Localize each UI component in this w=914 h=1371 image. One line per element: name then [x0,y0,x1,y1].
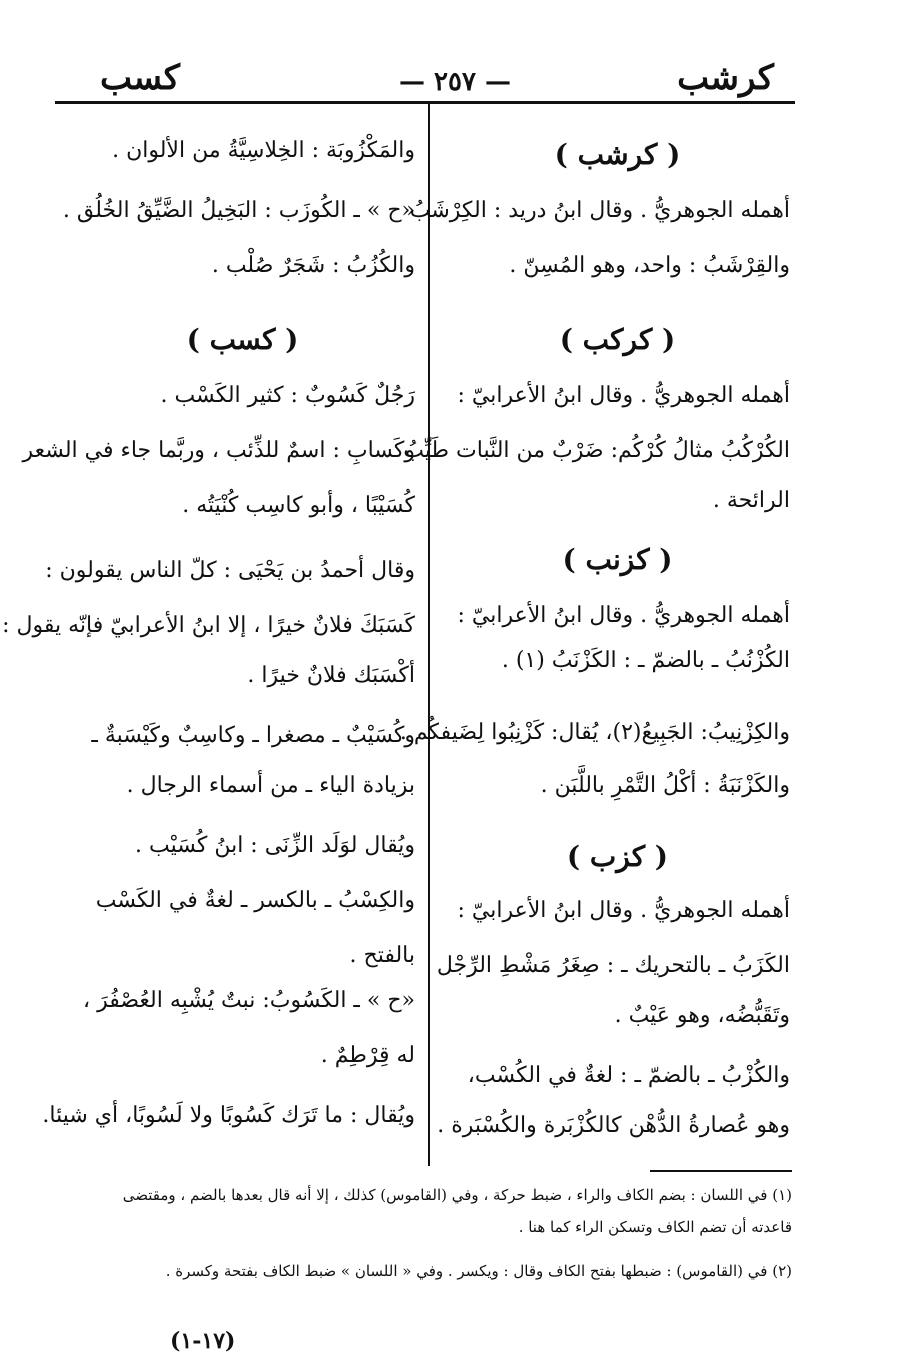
text-line: وكُسَيْبٌ ـ مصغرا ـ وكاسِبٌ وكَيْسَبةٌ ـ [91,723,415,748]
text-line: الكُزْنُبُ ـ بالضمّ ـ : الكَزْنَبُ (١) . [501,648,790,673]
text-line: الكَزَبُ ـ بالتحريك ـ : صِغَرُ مَشْطِ الرِّجْل [436,953,790,978]
text-line: ويُقال : ما تَرَك كَسُوبًا ولا لَسُوبًا، أي شيئا. [42,1103,415,1128]
text-line: وقال أحمدُ بن يَحْيَى : كلّ الناس يقولون : [45,558,415,583]
text-line: بالفتح . [349,943,415,968]
footnote-line: قاعدته أن تضم الكاف وتسكن الراء كما هنا . [518,1218,792,1236]
column-divider [428,104,430,1166]
text-line: «ح » ـ الكُوزَب : البَخِيلُ الضَّيِّقُ الخُلُق . [62,198,415,223]
text-line: والكِزْنِيبُ: الجَبِيعُ(٢)، يُقال: كَزْنِبُوا لِضَيفكُم . [399,720,790,745]
text-line: بزيادة الياء ـ من أسماء الرجال . [126,773,415,798]
footnote-line: (٢) في (القاموس) : ضبطها بفتح الكاف وقال : ويكسر . وفي « اللسان » ضبط الكاف بفتحة وكسرة . [165,1262,792,1280]
text-line: الكُرْكُبُ مثالُ كُرْكُم: ضَرْبٌ من النَّبات طَيِّبُ [403,438,790,463]
text-line: وهو عُصارةُ الدُّهْن كالكُزْبَرة والكُسْبَرة . [437,1113,790,1138]
text-line: والكُزْبُ ـ بالضمّ ـ : لغةٌ في الكُسْب، [467,1063,790,1088]
text-line: له قِرْطِمٌ . [320,1043,415,1068]
text-line: أهمله الجوهريُّ . وقال ابنُ الأعرابيّ : [457,898,790,923]
text-line: والكَزْنَبَةُ : أكْلُ التَّمْرِ باللَّبَن . [540,773,790,798]
entry-heading: ( كزب ) [566,840,669,873]
entry-heading: ( كسب ) [186,323,299,356]
text-line: والكُزُبُ : شَجَرٌ صُلْب . [211,253,415,278]
text-line: كُسَيْبًا ، وأبو كاسِب كُنْيَتُه . [182,493,415,518]
text-line: أهمله الجوهريُّ . وقال ابنُ دريد : الكِرْشَبُ [409,198,790,223]
page-footer-signature: (١٧-١) [170,1328,236,1354]
text-line: ويُقال لوَلَد الزِّنَى : ابنُ كُسَيْب . [135,833,415,858]
footnote-line: (١) في اللسان : بضم الكاف والراء ، ضبط حركة ، وفي (القاموس) كذلك ، إلا أنه قال بعدها بالضم ، ومقتضى [122,1186,792,1204]
entry-heading: ( كرشب ) [554,138,681,171]
text-line: وكَسابِ : اسمٌ للذِّئب ، وربَّما جاء في الشعر [22,438,415,463]
text-line: والمَكْزُوبَة : الخِلاسِيَّةُ من الألوان . [112,138,415,163]
header-left-word: كسب [100,58,180,98]
text-line: الرائحة . [712,488,790,513]
text-line: رَجُلٌ كَسُوبٌ : كثير الكَسْب . [160,383,415,408]
header-right-word: كرشب [677,58,774,98]
text-line: أهمله الجوهريُّ . وقال ابنُ الأعرابيّ : [457,603,790,628]
entry-heading: ( كزنب ) [562,543,673,576]
header-rule [55,101,795,104]
text-line: وتَقَبُّضُه، وهو عَيْبٌ . [614,1003,790,1028]
text-line: كَسَبَكَ فلانٌ خيرًا ، إلا ابنُ الأعرابيّ فإنّه يقول : [2,613,415,638]
text-line: والكِسْبُ ـ بالكسر ـ لغةٌ في الكَسْب [95,888,415,913]
text-line: والقِرْشَبُ : واحد، وهو المُسِنّ . [509,253,790,278]
header-page-number: — ٢٥٧ — [398,67,512,97]
footnote-rule [650,1170,792,1172]
text-line: أهمله الجوهريُّ . وقال ابنُ الأعرابيّ : [457,383,790,408]
entry-heading: ( كركب ) [559,323,676,356]
text-line: «ح » ـ الكَسُوبُ: نبتٌ يُشْبِه العُصْفُرَ ، [82,988,415,1013]
text-line: أكْسَبَك فلانٌ خيرًا . [247,663,415,688]
